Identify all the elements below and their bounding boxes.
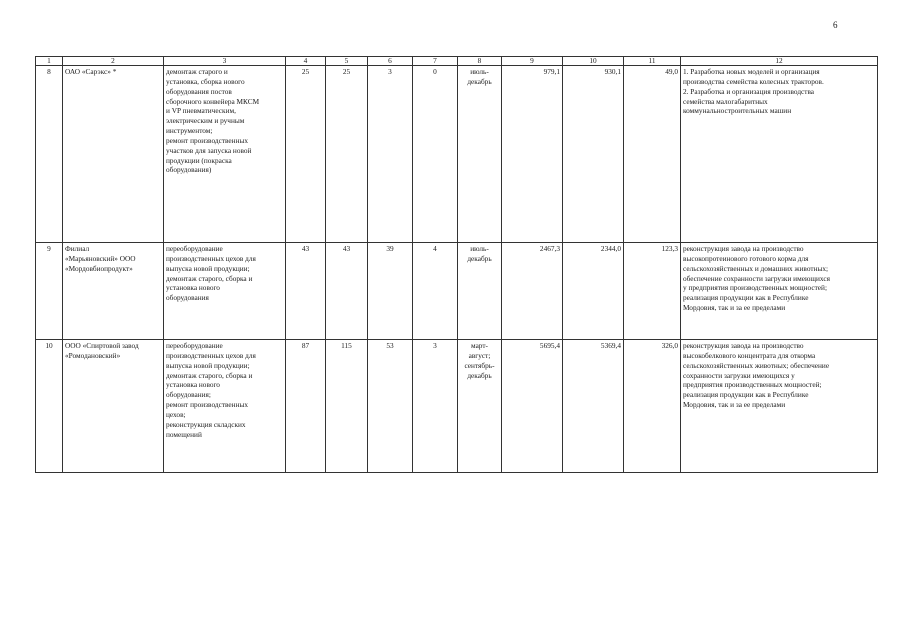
organization-name: ООО «Спиртовой завод «Ромодановский» (63, 340, 164, 473)
works-description: демонтаж старого и установка, сборка нового оборудования постов сборочного конвейера МКСМ и VP пневматическим, электрическим и ручным инструментом; ремонт производственных участков для запуска новой продукции (покраска оборудования) (164, 66, 286, 243)
value-col-5: 115 (326, 340, 368, 473)
goals-description: 1. Разработка новых моделей и организация производства семейства колесных тракторов. 2. Разработка и организация производства семейства малогабаритных коммунальностроительных машин (681, 66, 878, 243)
organization-name: Филиал «Марьяновский» ООО «Мордовбиопродукт» (63, 243, 164, 340)
goals-description: реконструкция завода на производство высокобелкового концентрата для откорма сельскохозяйственных животных; обеспечение сохранности загрузки имеющихся у предприятия производственных мощностей; реализация продукции как в Республике Мордовия, так и за ее пределами (681, 340, 878, 473)
column-number-5: 5 (326, 57, 368, 66)
organization-name: ОАО «Сарэкс» * (63, 66, 164, 243)
row-number: 8 (36, 66, 63, 243)
period: июль- декабрь (458, 243, 502, 340)
value-col-11: 49,0 (624, 66, 681, 243)
column-number-12: 12 (681, 57, 878, 66)
column-number-7: 7 (413, 57, 458, 66)
value-col-11: 123,3 (624, 243, 681, 340)
table-header-row (36, 57, 878, 66)
value-col-10: 930,1 (563, 66, 624, 243)
goals-description: реконструкция завода на производство высокопротеинового готового корма для сельскохозяйственных и домашних животных; обеспечение сохранности загрузки имеющихся у предприятия производственных мощностей; реализация продукции как в Республике Мордовия, так и за ее пределами (681, 243, 878, 340)
value-col-6: 3 (368, 66, 413, 243)
row-number: 10 (36, 340, 63, 473)
column-number-3: 3 (164, 57, 286, 66)
value-col-9: 5695,4 (502, 340, 563, 473)
value-col-6: 53 (368, 340, 413, 473)
table-row (36, 66, 878, 243)
value-col-11: 326,0 (624, 340, 681, 473)
value-col-6: 39 (368, 243, 413, 340)
value-col-10: 2344,0 (563, 243, 624, 340)
value-col-10: 5369,4 (563, 340, 624, 473)
table-row (36, 243, 878, 340)
value-col-9: 2467,3 (502, 243, 563, 340)
value-col-9: 979,1 (502, 66, 563, 243)
value-col-7: 3 (413, 340, 458, 473)
table-row (36, 340, 878, 473)
period: март- август; сентябрь- декабрь (458, 340, 502, 473)
works-description: переоборудование производственных цехов для выпуска новой продукции; демонтаж старого, сборка и установка нового оборудования; ремонт производственных цехов; реконструкция складских помещений (164, 340, 286, 473)
column-number-9: 9 (502, 57, 563, 66)
period: июль- декабрь (458, 66, 502, 243)
value-col-4: 25 (286, 66, 326, 243)
value-col-7: 0 (413, 66, 458, 243)
program-table (35, 56, 878, 473)
column-number-11: 11 (624, 57, 681, 66)
value-col-7: 4 (413, 243, 458, 340)
works-description: переоборудование производственных цехов для выпуска новой продукции; демонтаж старого, сборка и установка нового оборудования (164, 243, 286, 340)
value-col-4: 43 (286, 243, 326, 340)
value-col-4: 87 (286, 340, 326, 473)
column-number-8: 8 (458, 57, 502, 66)
column-number-1: 1 (36, 57, 63, 66)
value-col-5: 43 (326, 243, 368, 340)
column-number-2: 2 (63, 57, 164, 66)
row-number: 9 (36, 243, 63, 340)
column-number-6: 6 (368, 57, 413, 66)
column-number-4: 4 (286, 57, 326, 66)
page-number: 6 (833, 20, 838, 30)
column-number-10: 10 (563, 57, 624, 66)
value-col-5: 25 (326, 66, 368, 243)
